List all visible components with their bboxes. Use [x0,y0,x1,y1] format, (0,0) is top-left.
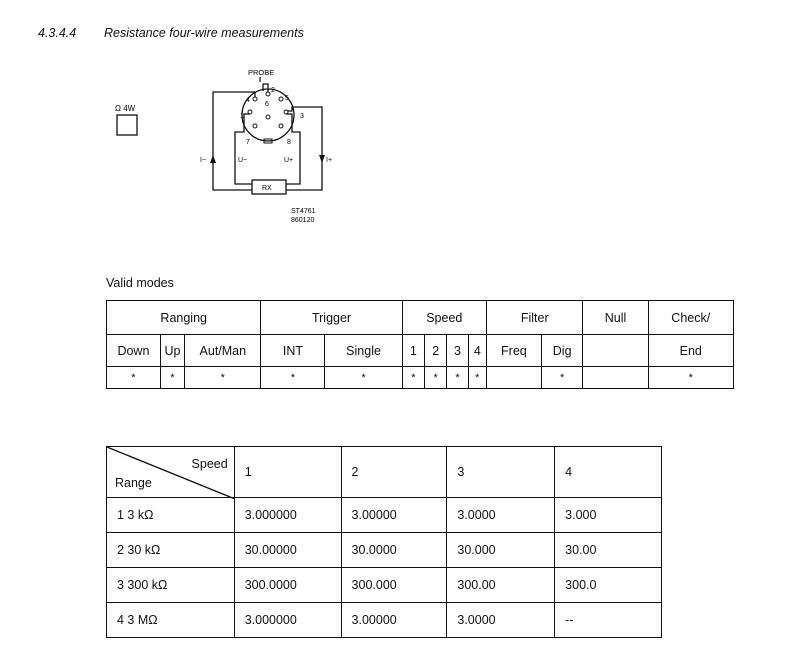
group-header: Ranging [107,301,261,335]
reference-code-1: ST4761 [291,208,316,215]
label-u-minus: U− [238,157,248,164]
mode-mark: * [185,367,261,389]
terminal-i-plus: I+ [326,157,333,164]
value-cell: 300.0000 [234,568,341,603]
range-axis-label: Range [115,476,152,490]
mode-mark [583,367,648,389]
value-cell: 3.0000 [447,498,555,533]
range-cell: 3 300 kΩ [107,568,235,603]
group-header: Null [583,301,648,335]
value-cell: -- [555,603,662,638]
mode-mark: * [325,367,402,389]
pin-label: 7 [246,139,250,146]
speed-header: 4 [555,447,662,498]
section-title: Resistance four-wire measurements [104,26,304,40]
pin-label: 1 [240,113,244,120]
label-u-plus: U+ [284,157,294,164]
mode-mark: * [447,367,468,389]
arrow-up-icon [210,155,216,163]
probe-label: PROBE [248,68,275,77]
value-cell: 300.0 [555,568,662,603]
group-header: Check/ [648,301,733,335]
mode-mark: * [541,367,583,389]
pin-label: 2 [271,87,275,94]
valid-modes-table [106,300,734,389]
speed-axis-label: Speed [191,457,228,471]
corner-header [107,447,235,498]
subheader-cell: Up [160,335,184,367]
mode-mark: * [261,367,325,389]
group-header: Filter [486,301,583,335]
table-row [107,603,662,638]
pin-label: 8 [287,139,291,146]
ohm-4w-key-label: Ω 4W [115,104,136,113]
arrow-down-icon [319,155,325,163]
table-row [107,568,662,603]
value-cell: 3.00000 [341,603,447,638]
mode-mark: * [468,367,486,389]
mode-mark: * [107,367,161,389]
diagonal-divider [107,447,235,499]
section-number: 4.3.4.4 [38,26,77,40]
circuit-wires [213,84,322,190]
mode-mark: * [402,367,424,389]
subheader-cell: 2 [425,335,447,367]
range-cell: 1 3 kΩ [107,498,235,533]
range-speed-table [106,446,662,638]
table-row [107,498,662,533]
mode-mark: * [648,367,733,389]
range-cell: 2 30 kΩ [107,533,235,568]
speed-header: 1 [234,447,341,498]
subheader-cell: End [648,335,733,367]
subheader-cell [583,335,648,367]
speed-header: 3 [447,447,555,498]
subheader-cell: INT [261,335,325,367]
group-header: Trigger [261,301,402,335]
mode-mark: * [160,367,184,389]
subheader-cell: Single [325,335,402,367]
subheader-cell: Down [107,335,161,367]
section-heading [38,26,304,40]
value-cell: 300.00 [447,568,555,603]
pin-label: 5 [285,95,289,102]
subheader-cell: 1 [402,335,424,367]
value-cell: 3.000000 [234,603,341,638]
value-cell: 30.00000 [234,533,341,568]
mode-mark [486,367,541,389]
value-cell: 3.000 [555,498,662,533]
value-cell: 3.00000 [341,498,447,533]
subheader-cell: 3 [447,335,468,367]
resistor-label: RX [262,185,272,192]
value-cell: 30.0000 [341,533,447,568]
value-cell: 30.000 [447,533,555,568]
mode-mark: * [425,367,447,389]
value-cell: 30.00 [555,533,662,568]
subheader-cell: 4 [468,335,486,367]
subheader-cell: Dig [541,335,583,367]
value-cell: 300.000 [341,568,447,603]
ohm-4w-key[interactable] [117,115,137,135]
pin-label: 6 [265,101,269,108]
value-cell: 3.000000 [234,498,341,533]
subheader-cell: Freq [486,335,541,367]
subheader-cell: Aut/Man [185,335,261,367]
pin-label: 4 [246,97,250,104]
four-wire-probe-diagram [100,62,360,232]
group-header: Speed [402,301,486,335]
terminal-i-minus: I− [200,157,207,164]
speed-header: 2 [341,447,447,498]
range-cell: 4 3 MΩ [107,603,235,638]
valid-modes-title: Valid modes [106,276,174,290]
pin-label: 3 [300,113,304,120]
reference-code-2: 860120 [291,217,315,224]
table-row [107,533,662,568]
value-cell: 3.0000 [447,603,555,638]
